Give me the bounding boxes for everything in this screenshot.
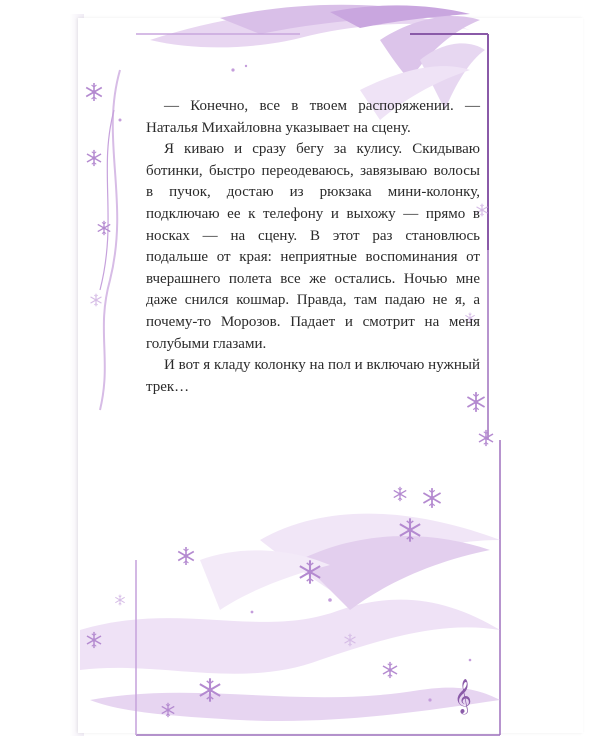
page-body-text xyxy=(146,96,480,398)
paragraph: Я киваю и сразу бегу за кулису. Скидываю ботинки, быстро переодеваюсь, завязываю волосы в пучок, достаю из рюкзака мини-колонку, подключаю ее к телефону и выхожу — прямо в носках — на сцену. В этот раз становлюсь подальше от края: неприятные воспоминания от вчерашнего полета все же остались. Ночью мне даже снился кошмар. Правда, там падаю не я, а почему-то Морозов. Падает и смотрит на меня голубыми глазами. xyxy=(146,141,480,352)
feather-swirl-ornament-left xyxy=(100,70,120,410)
paragraph: И вот я кладу колонку на пол и включаю нужный трек… xyxy=(146,357,480,395)
frame-right xyxy=(488,250,500,735)
paragraph: — Конечно, все в твоем распоряжении. — Наталья Михайловна указывает на сцену. xyxy=(146,98,480,136)
treble-clef-icon xyxy=(454,679,472,715)
feather-swirl-ornament-bottom xyxy=(80,514,500,721)
svg-text:𝄞: 𝄞 xyxy=(454,679,472,714)
